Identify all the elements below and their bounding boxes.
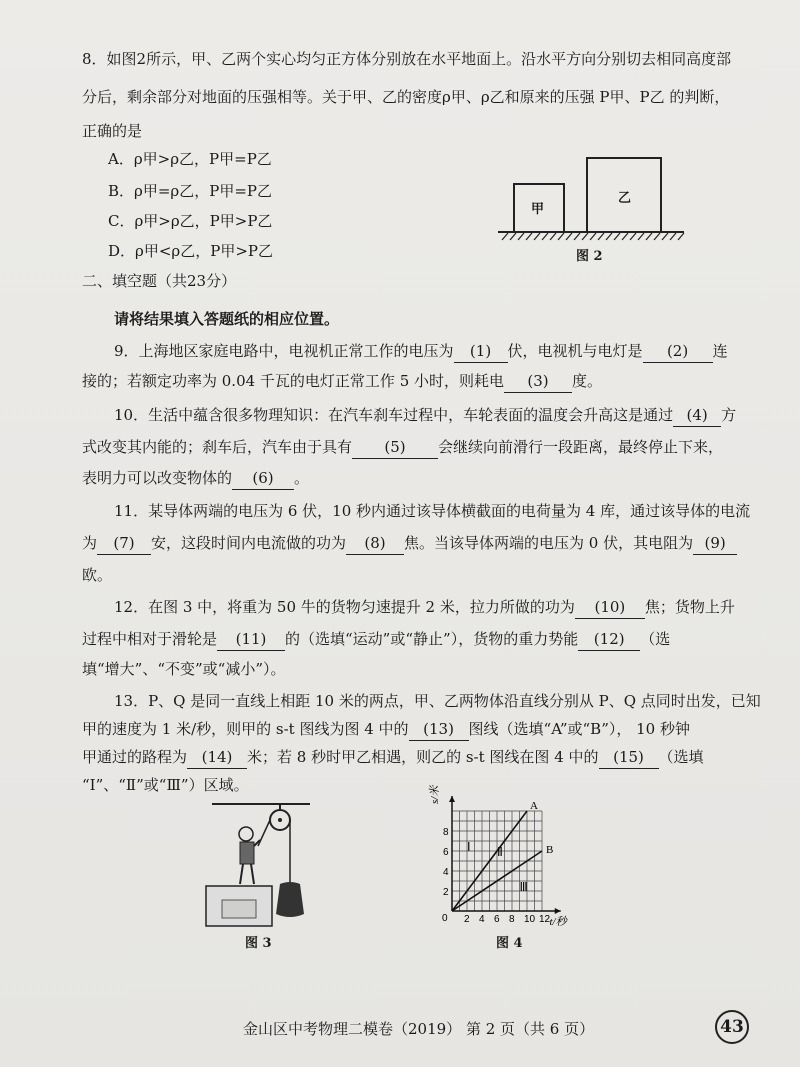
blank-12[interactable]: (12) [578, 628, 640, 651]
blank-3[interactable]: (3) [504, 370, 572, 393]
q12-line-1 [114, 596, 735, 619]
x-axis-label: t/秒 [549, 916, 567, 928]
figure-3-caption: 图 3 [245, 936, 272, 951]
q12-text-f: （选 [640, 630, 671, 648]
blank-14[interactable]: (14) [187, 746, 247, 769]
figure-4 [418, 785, 608, 955]
cube-yi [586, 157, 662, 233]
figure-4-caption: 图 4 [496, 936, 523, 951]
x-tick-label: 4 [479, 914, 485, 925]
x-tick-label: 8 [509, 914, 515, 925]
blank-13[interactable]: (13) [409, 718, 469, 741]
y-tick-label: 6 [443, 847, 449, 858]
q12-text-a: 12．在图 3 中，将重为 50 牛的货物匀速提升 2 米，拉力所做的功为 [114, 598, 575, 616]
q11-line-3: 欧。 [82, 566, 113, 584]
section-instruction: 请将结果填入答题纸的相应位置。 [114, 310, 340, 328]
q11-text-c: 安，这段时间内电流做的功为 [151, 534, 347, 552]
q10-line-2 [82, 436, 723, 459]
y-axis-arrow [449, 796, 455, 802]
blank-4[interactable]: (4) [673, 404, 721, 427]
q13-line-1: 13．P、Q 是同一直线上相距 10 米的两点，甲、乙两物体沿直线分别从 P、Q 点同时出发，已知 [114, 692, 761, 710]
y-tick-label: 2 [443, 887, 449, 898]
q10-line-1 [114, 404, 736, 427]
q12-line-3: 填“增大”、“不变”或“减小”）。 [82, 660, 286, 678]
q13-text-d: 甲通过的路程为 [82, 748, 188, 766]
y-axis-label: s/米 [429, 785, 441, 804]
q10-text-c: 方 [721, 406, 737, 424]
blank-1[interactable]: (1) [454, 340, 508, 363]
region-label: Ⅱ [497, 845, 503, 859]
st-chart [418, 785, 608, 930]
section-title: 二、填空题（共23分） [82, 272, 237, 290]
q9-line-1 [114, 340, 728, 363]
cube-jia [513, 183, 565, 233]
q11-text-d: 焦。当该导体两端的电压为 0 伏，其电阻为 [404, 534, 694, 552]
ground-hatch [498, 231, 684, 241]
blank-6[interactable]: (6) [232, 467, 294, 490]
q13-text-b: 甲的速度为 1 米/秒，则甲的 s-t 图线为图 4 中的 [82, 720, 409, 738]
q8-option-c: C．ρ甲>ρ乙，P甲>P乙 [108, 212, 273, 230]
cube-jia-label: 甲 [531, 202, 545, 217]
q12-text-c: 焦；货物上升 [644, 598, 735, 616]
q13-line-2 [82, 718, 690, 741]
q13-text-f: （选填 [658, 748, 704, 766]
figure-2 [498, 155, 688, 265]
q9-line-2 [82, 370, 602, 393]
q12-text-d: 过程中相对于滑轮是 [82, 630, 218, 648]
q9-text-e: 接的；若额定功率为 0.04 千瓦的电灯正常工作 5 小时，则耗电 [82, 372, 505, 390]
line-b-label: B [546, 844, 554, 856]
blank-15[interactable]: (15) [599, 746, 659, 769]
blank-2[interactable]: (2) [643, 340, 713, 363]
page-footer: 金山区中考物理二模卷（2019） 第 2 页（共 6 页） [243, 1020, 595, 1038]
figure-3 [200, 800, 320, 950]
origin-label: 0 [442, 913, 448, 924]
q10-text-f: 表明力可以改变物体的 [82, 469, 233, 487]
blank-5[interactable]: (5) [352, 436, 438, 459]
q10-text-d: 式改变其内能的；刹车后，汽车由于具有 [82, 438, 353, 456]
x-tick-label: 12 [539, 914, 551, 925]
q8-line-1: 8．如图2所示，甲、乙两个实心均匀正方体分别放在水平地面上。沿水平方向分别切去相同高度部 [82, 50, 732, 68]
page-mark: 43 [715, 1010, 749, 1044]
q9-text-f: 度。 [572, 372, 603, 390]
x-tick-label: 2 [464, 914, 470, 925]
x-tick-label: 6 [494, 914, 500, 925]
line-a-label: A [530, 800, 538, 812]
y-tick-label: 8 [443, 827, 449, 838]
q10-text-a: 10．生活中蕴含很多物理知识：在汽车刹车过程中，车轮表面的温度会升高这是通过 [114, 406, 674, 424]
region-label: Ⅲ [519, 880, 528, 894]
x-axis-arrow [555, 908, 561, 914]
q8-option-a: A．ρ甲>ρ乙，P甲=P乙 [108, 150, 272, 168]
figure-2-caption: 图 2 [576, 249, 603, 264]
q8-line-2: 分后，剩余部分对地面的压强相等。关于甲、乙的密度ρ甲、ρ乙和原来的压强 P甲、P乙 的判断， [82, 88, 730, 106]
q13-line-3 [82, 746, 704, 769]
q10-text-e: 会继续向前滑行一段距离，最终停止下来， [438, 438, 724, 456]
cube-yi-label: 乙 [618, 191, 632, 206]
q11-line-1: 11．某导体两端的电压为 6 伏，10 秒内通过该导体横截面的电荷量为 4 库，通过该导体的电流 [114, 502, 751, 520]
blank-10[interactable]: (10) [575, 596, 645, 619]
blank-8[interactable]: (8) [346, 532, 404, 555]
region-label: Ⅰ [467, 840, 471, 854]
q12-line-2 [82, 628, 670, 651]
q9-text-d: 连 [712, 342, 728, 360]
pulley-illustration [200, 800, 320, 928]
q9-text-a: 9．上海地区家庭电路中，电视机正常工作的电压为 [114, 342, 454, 360]
q13-text-e: 米；若 8 秒时甲乙相遇，则乙的 s-t 图线在图 4 中的 [247, 748, 599, 766]
q8-option-b: B．ρ甲=ρ乙，P甲=P乙 [108, 182, 272, 200]
q12-text-e: 的（选填“运动”或“静止”），货物的重力势能 [285, 630, 579, 648]
blank-7[interactable]: (7) [97, 532, 151, 555]
q8-option-d: D．ρ甲<ρ乙，P甲>P乙 [108, 242, 273, 260]
q9-text-c: 伏，电视机与电灯是 [507, 342, 643, 360]
q8-line-3: 正确的是 [82, 122, 143, 140]
q10-text-g: 。 [294, 469, 310, 487]
y-tick-label: 4 [443, 867, 449, 878]
q11-text-b: 为 [82, 534, 98, 552]
q10-line-3 [82, 467, 309, 490]
q13-text-c: 图线（选填“A”或“B”）， 10 秒钟 [468, 720, 690, 738]
blank-9[interactable]: (9) [693, 532, 737, 555]
blank-11[interactable]: (11) [217, 628, 285, 651]
q11-line-2 [82, 532, 737, 555]
q13-line-4: “Ⅰ”、“Ⅱ”或“Ⅲ”）区域。 [82, 776, 249, 794]
x-tick-label: 10 [524, 914, 536, 925]
